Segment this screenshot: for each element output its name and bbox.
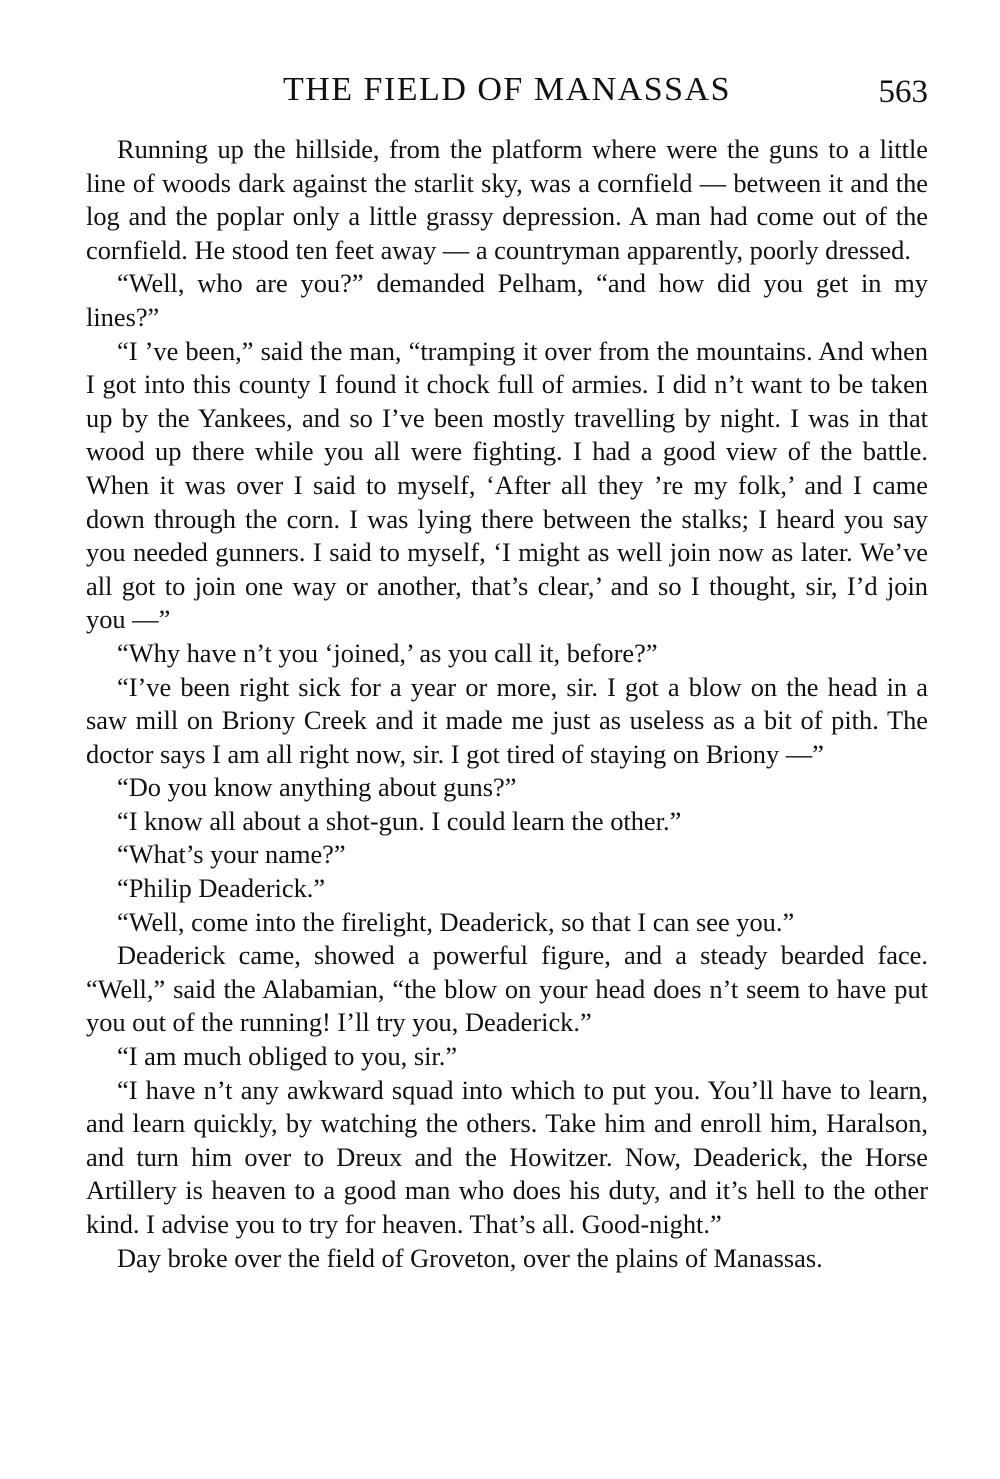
paragraph: “Philip Deaderick.”	[117, 873, 326, 904]
paragraph: “I’ve been right sick for a year or more, sir. I got a blow on the head in a saw mill on Briony Creek and it made me just as useless as a bit of pith. The doctor says I am all right now, sir. I got tired of staying on Briony —”	[86, 671, 928, 769]
paragraph: “Do you know anything about guns?”	[117, 772, 517, 803]
page-number: 563	[878, 74, 928, 110]
paragraph: “Well, who are you?” demanded Pelham, “and how did you get in my lines?”	[86, 268, 928, 332]
paragraph: Deaderick came, showed a powerful figure, and a steady bearded face. “Well,” said the Alabamian, “the blow on your head does n’t seem to have put you out of the running! I’ll try you, Deaderick.”	[86, 940, 928, 1038]
paragraph: “I ’ve been,” said the man, “tramping it over from the mountains. And when I got into this county I found it chock full of armies. I did n’t want to be taken up by the Yankees, and so I’ve been mostly travelling by night. I was in that wood up there while you all were fighting. I had a good view of the battle. When it was over I said to myself, ‘After all they ’re my folk,’ and I came down through the corn. I was lying there between the stalks; I heard you say you needed gunners. I said to myself, ‘I might as well join now as later. We’ve all got to join one way or another, that’s clear,’ and so I thought, sir, I’d join you —”	[86, 335, 928, 635]
paragraph: “I am much obliged to you, sir.”	[117, 1041, 458, 1072]
paragraph: Day broke over the field of Groveton, over the plains of Manassas.	[117, 1242, 823, 1273]
paragraph: “Well, come into the firelight, Deaderick, so that I can see you.”	[117, 906, 795, 937]
paragraph: Running up the hillside, from the platform where were the guns to a little line of woods dark against the starlit sky, was a cornfield — between it and the log and the poplar only a little grassy depression. A man had come out of the cornfield. He stood ten feet away — a countryman apparently, poorly dressed.	[86, 134, 928, 265]
page-header	[86, 66, 928, 114]
paragraph: “I have n’t any awkward squad into which to put you. You’ll have to learn, and learn quickly, by watching the others. Take him and enroll him, Haralson, and turn him over to Dreux and the Howitzer. Now, Deaderick, the Horse Artillery is heaven to a good man who does his duty, and it’s hell to the other kind. I advise you to try for heaven. That’s all. Good-night.”	[86, 1074, 928, 1239]
body-text	[86, 133, 928, 1275]
running-head: THE FIELD OF MANASSAS	[282, 71, 732, 108]
paragraph: “I know all about a shot-gun. I could learn the other.”	[117, 805, 682, 836]
paragraph: “Why have n’t you ‘joined,’ as you call it, before?”	[117, 637, 658, 668]
paragraph: “What’s your name?”	[117, 839, 346, 870]
